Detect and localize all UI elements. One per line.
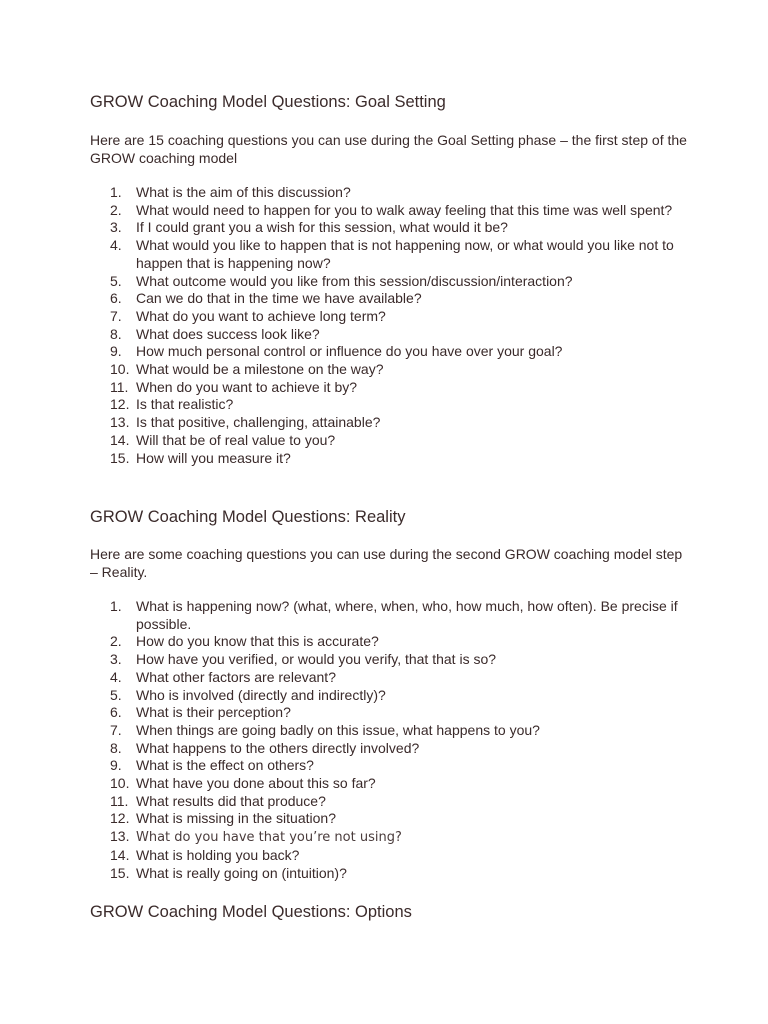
- list-item-text: What does success look like?: [136, 325, 320, 342]
- list-item: [110, 273, 690, 291]
- list-item-number: 9.: [110, 343, 122, 360]
- list-item: [110, 598, 690, 633]
- list-item: [110, 290, 690, 308]
- list-item-number: 11.: [110, 378, 129, 395]
- list-item-number: 12.: [110, 810, 130, 827]
- list-item-text: When do you want to achieve it by?: [136, 378, 358, 395]
- list-item-number: 4.: [110, 237, 122, 254]
- list-item: [110, 326, 690, 344]
- list-item-text: When things are going badly on this issue, what happens to you?: [136, 721, 540, 738]
- list-item-text: How do you know that this is accurate?: [136, 633, 379, 650]
- list-item: [110, 865, 690, 883]
- list-item-text: What is the effect on others?: [136, 757, 314, 774]
- section-heading-goal-setting: GROW Coaching Model Questions: Goal Setting: [90, 93, 446, 111]
- list-item-text: Can we do that in the time we have available?: [136, 290, 422, 307]
- list-item: [110, 219, 690, 237]
- list-item-number: 1.: [110, 184, 122, 200]
- list-item: [110, 687, 690, 705]
- list-item-number: 14.: [110, 846, 130, 863]
- list-item-number: 11.: [110, 792, 129, 809]
- list-item: [110, 396, 690, 414]
- list-item: [110, 432, 690, 450]
- list-item-number: 9.: [110, 757, 122, 774]
- list-item: [110, 704, 690, 722]
- list-item: [110, 722, 690, 740]
- list-item-number: 3.: [110, 219, 122, 236]
- list-item-number: 2.: [110, 201, 122, 218]
- list-item: [110, 343, 690, 361]
- list-item: [110, 775, 690, 793]
- section-heading-options: GROW Coaching Model Questions: Options: [90, 903, 412, 921]
- list-item-number: 13.: [110, 414, 130, 431]
- list-item: [110, 184, 690, 202]
- list-item-number: 12.: [110, 396, 130, 413]
- list-item-text: What have you done about this so far?: [136, 775, 376, 792]
- list-item-number: 14.: [110, 431, 130, 448]
- list-item: [110, 308, 690, 326]
- question-list-reality: [110, 598, 690, 882]
- list-item: [110, 740, 690, 758]
- list-item: [110, 847, 690, 865]
- list-item-text: What results did that produce?: [136, 792, 326, 809]
- list-item-text: Will that be of real value to you?: [136, 431, 336, 448]
- list-item: [110, 793, 690, 811]
- list-item: [110, 757, 690, 775]
- list-item-text: What would need to happen for you to walk away feeling that this time was well spent?: [136, 201, 673, 218]
- list-item-text: What would you like to happen that is not happening now, or what would you like not to happen that is happening now?: [136, 237, 674, 271]
- list-item-number: 13.: [110, 828, 130, 845]
- question-list-goal-setting: [110, 184, 690, 467]
- list-item-number: 15.: [110, 864, 130, 881]
- list-item-number: 2.: [110, 633, 122, 650]
- list-item-number: 1.: [110, 598, 122, 614]
- list-item: [110, 450, 690, 468]
- list-item-text: What is really going on (intuition)?: [136, 864, 347, 881]
- list-item: [110, 202, 690, 220]
- list-item-text: What would be a milestone on the way?: [136, 361, 384, 378]
- list-item-text: What is their perception?: [136, 704, 291, 721]
- list-item-text: What happens to the others directly involved?: [136, 739, 420, 756]
- list-item-text: Is that positive, challenging, attainable?: [136, 414, 381, 431]
- list-item-text: Who is involved (directly and indirectly)?: [136, 686, 386, 703]
- list-item-number: 7.: [110, 307, 122, 324]
- list-item-number: 4.: [110, 668, 122, 685]
- list-item: [110, 414, 690, 432]
- list-item-number: 6.: [110, 704, 122, 721]
- list-item: [110, 669, 690, 687]
- list-item-text: What do you want to achieve long term?: [136, 307, 386, 324]
- list-item-text: What is happening now? (what, where, when, who, how much, how often). Be precise if possible.: [136, 598, 678, 632]
- list-item: [110, 633, 690, 651]
- list-item-number: 7.: [110, 721, 122, 738]
- list-item-text: What other factors are relevant?: [136, 668, 336, 685]
- list-item: [110, 651, 690, 669]
- list-item-text: How will you measure it?: [136, 449, 291, 466]
- list-item: [110, 810, 690, 828]
- list-item: [110, 361, 690, 379]
- list-item-text: Is that realistic?: [136, 396, 234, 413]
- list-item-text: What do you have that you’re not using?: [136, 830, 402, 846]
- list-item-number: 10.: [110, 775, 130, 792]
- list-item-text: How much personal control or influence do you have over your goal?: [136, 343, 563, 360]
- list-item: [110, 237, 690, 272]
- list-item-number: 5.: [110, 686, 122, 703]
- section-intro-reality: Here are some coaching questions you can use during the second GROW coaching model step – Reality.: [90, 546, 683, 580]
- list-item: [110, 828, 690, 847]
- list-item-number: 5.: [110, 272, 122, 289]
- section-heading-reality: GROW Coaching Model Questions: Reality: [90, 508, 406, 526]
- list-item-text: What is holding you back?: [136, 846, 300, 863]
- list-item-number: 6.: [110, 290, 122, 307]
- list-item-number: 8.: [110, 739, 122, 756]
- list-item-text: If I could grant you a wish for this session, what would it be?: [136, 219, 508, 236]
- list-item-text: What is the aim of this discussion?: [136, 184, 351, 200]
- list-item-text: What outcome would you like from this session/discussion/interaction?: [136, 272, 573, 289]
- section-intro-goal-setting: Here are 15 coaching questions you can use during the Goal Setting phase – the first step of the GROW coaching model: [90, 132, 687, 166]
- list-item-number: 15.: [110, 449, 130, 466]
- list-item-text: How have you verified, or would you verify, that that is so?: [136, 651, 497, 668]
- list-item-number: 8.: [110, 325, 122, 342]
- list-item-number: 10.: [110, 361, 130, 378]
- list-item-text: What is missing in the situation?: [136, 810, 336, 827]
- list-item-number: 3.: [110, 651, 122, 668]
- list-item: [110, 379, 690, 397]
